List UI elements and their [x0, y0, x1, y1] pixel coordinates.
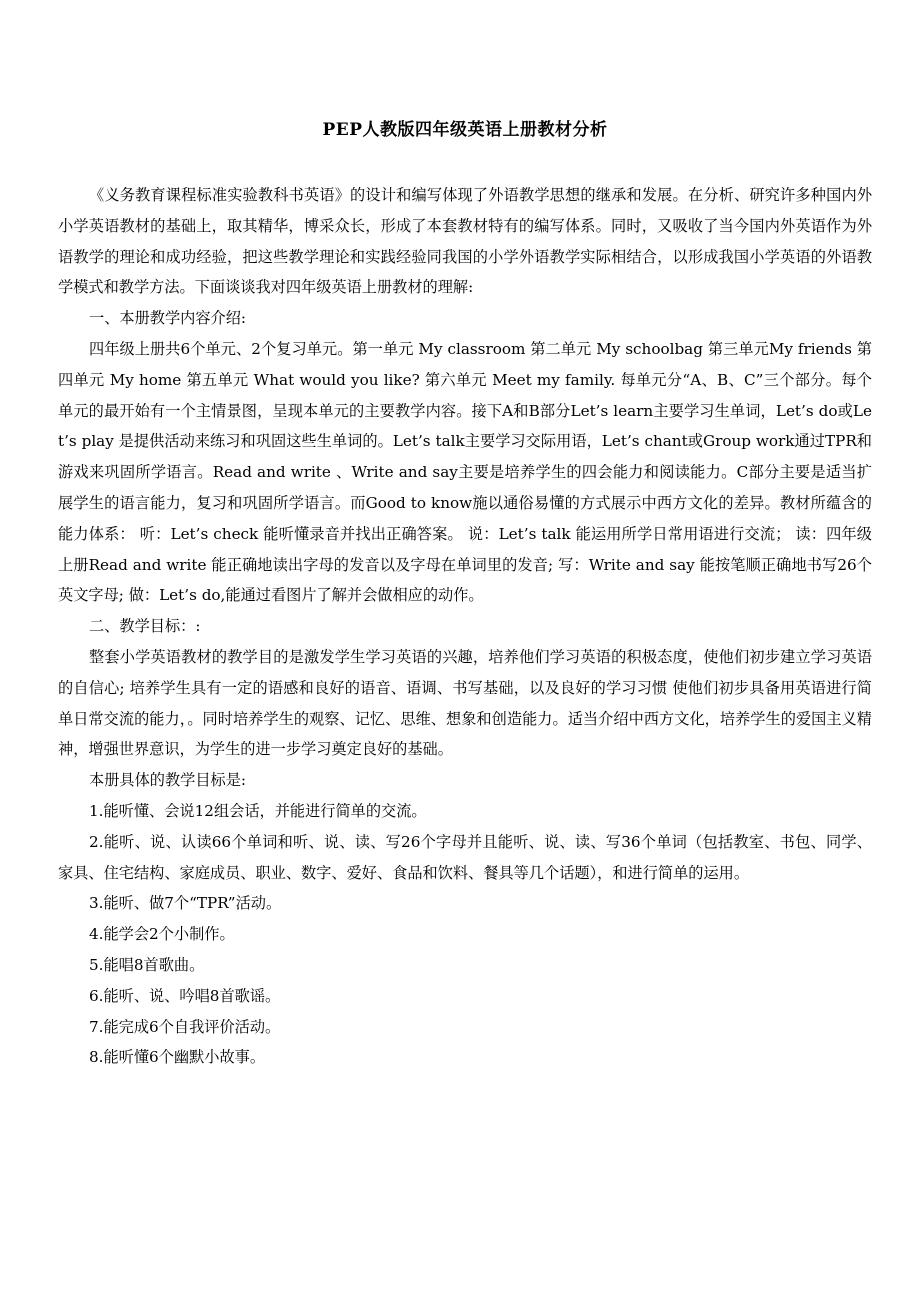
goal-item-7: 7.能完成6个自我评价活动。	[89, 1017, 281, 1036]
intro-paragraph: 《义务教育课程标准实验教科书英语》的设计和编写体现了外语教学思想的继承和发展。在分析、研究许多种国内外小学英语教材的基础上，取其精华，博采众长，形成了本套教材特有的编写体系。同时，又吸收了当今国内外英语作为外语教学的理论和成功经验，把这些教学理论和实践经验同我国的小学外语教学实际相结合，以形成我国小学英语的外语教学模式和教学方法。下面谈谈我对四年级英语上册教材的理解:	[58, 186, 872, 297]
section-heading-content: 一、本册教学内容介绍:	[89, 309, 246, 328]
goal-item-3: 3.能听、做7个“TPR”活动。	[89, 894, 282, 913]
section-heading-goals: 二、教学目标：:	[89, 617, 201, 636]
goal-item-4: 4.能学会2个小制作。	[89, 925, 235, 944]
specific-goals-heading: 本册具体的教学目标是:	[89, 771, 246, 790]
goal-item-6: 6.能听、说、吟唱8首歌谣。	[89, 986, 281, 1005]
goals-paragraph: 整套小学英语教材的教学目的是激发学生学习英语的兴趣，培养他们学习英语的积极态度，使他们初步建立学习英语的自信心; 培养学生具有一定的语感和良好的语音、语调、书写基础，以及良好的学习习惯 使他们初步具备用英语进行简单日常交流的能力，。同时培养学生的观察、记忆、思维、想象和创造能力。适当介绍中西方文化，培养学生的爱国主义精神，增强世界意识，为学生的进一步学习奠定良好的基础。	[58, 647, 872, 759]
document-body	[58, 180, 872, 1073]
content-paragraph: 四年级上册共6个单元、2个复习单元。第一单元 My classroom 第二单元 My schoolbag 第三单元My friends 第四单元 My home 第五单元 What would you like? 第六单元 Meet my family. 每单元分“A、B、C”三个部分。每个单元的最开始有一个主情景图，呈现本单元的主要教学内容。接下A和B部分Let’s learn主要学习生单词，Let’s do或Let’s play 是提供活动来练习和巩固这些生单词的。Let’s talk主要学习交际用语，Let’s chant或Group work通过TPR和游戏来巩固所学语言。Read and write 、Write and say主要是培养学生的四会能力和阅读能力。C部分主要是适当扩展学生的语言能力，复习和巩固所学语言。而Good to know施以通俗易懂的方式展示中西方文化的差异。教材所蕴含的能力体系： 听：Let’s check 能听懂录音并找出正确答案。 说：Let’s talk 能运用所学日常用语进行交流； 读：四年级上册Read and write 能正确地读出字母的发音以及字母在单词里的发音; 写：Write and say 能按笔顺正确地书写26个英文字母; 做：Let’s do,能通过看图片了解并会做相应的动作。	[58, 339, 872, 605]
document-title: PEP人教版四年级英语上册教材分析	[322, 120, 608, 140]
goal-item-2: 2.能听、说、认读66个单词和听、说、读、写26个字母并且能听、说、读、写36个单词（包括教室、书包、同学、家具、住宅结构、家庭成员、职业、数字、爱好、食品和饮料、餐具等几个话题），和进行简单的运用。	[58, 832, 872, 882]
goal-item-8: 8.能听懂6个幽默小故事。	[89, 1048, 266, 1067]
goal-item-1: 1.能听懂、会说12组会话，并能进行简单的交流。	[89, 801, 427, 820]
goal-item-5: 5.能唱8首歌曲。	[89, 955, 205, 974]
